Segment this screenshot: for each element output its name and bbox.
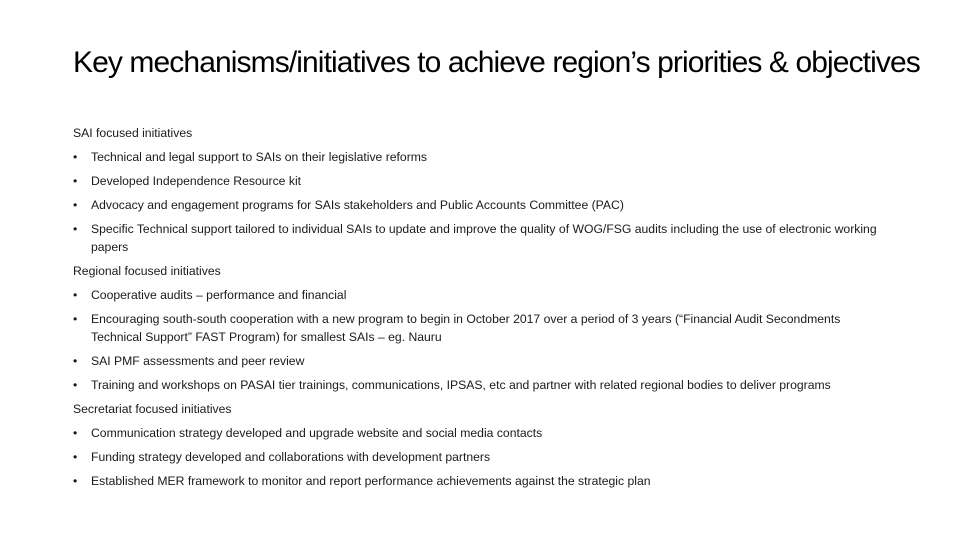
- list-item-text: Advocacy and engagement programs for SAIs stakeholders and Public Accounts Committee (PAC): [91, 198, 624, 212]
- section-heading: SAI focused initiatives: [73, 126, 193, 140]
- bullet-icon: •: [73, 474, 78, 488]
- bullet-icon: •: [73, 312, 78, 326]
- bullet-icon: •: [73, 426, 78, 440]
- list-item: [73, 376, 883, 394]
- section-heading: Regional focused initiatives: [73, 264, 221, 278]
- bullet-icon: •: [73, 174, 78, 188]
- list-item-text: Established MER framework to monitor and report performance achievements against the strategic plan: [91, 474, 651, 488]
- bullet-icon: •: [73, 150, 78, 164]
- list-item: [73, 448, 883, 466]
- list-item: [73, 310, 883, 346]
- list-item: [73, 220, 883, 256]
- bullet-icon: •: [73, 450, 78, 464]
- section-sai: [73, 124, 883, 256]
- bullet-icon: •: [73, 378, 78, 392]
- list-item: [73, 352, 883, 370]
- list-item: [73, 172, 883, 190]
- list-item: [73, 424, 883, 442]
- list-item-text: Developed Independence Resource kit: [91, 174, 302, 188]
- list-item-text: Training and workshops on PASAI tier trainings, communications, IPSAS, etc and partner with related regional bodies to deliver programs: [91, 378, 831, 392]
- list-item: [73, 286, 883, 304]
- list-item-text: Encouraging south-south cooperation with a new program to begin in October 2017 over a period of 3 years (“Financial Audit Secondments Technical Support” FAST Program) for smallest SAIs – eg. Nauru: [91, 312, 841, 344]
- list-item-text: Technical and legal support to SAIs on their legislative reforms: [91, 150, 428, 164]
- bullet-list: [73, 424, 883, 490]
- list-item-text: SAI PMF assessments and peer review: [91, 354, 305, 368]
- section-heading: Secretariat focused initiatives: [73, 402, 232, 416]
- list-item-text: Specific Technical support tailored to individual SAIs to update and improve the quality of WOG/FSG audits including the use of electronic working papers: [91, 222, 877, 254]
- bullet-icon: •: [73, 288, 78, 302]
- list-item-text: Communication strategy developed and upgrade website and social media contacts: [91, 426, 543, 440]
- slide-title: Key mechanisms/initiatives to achieve region’s priorities & objectives: [73, 46, 920, 79]
- section-secretariat: [73, 400, 883, 490]
- bullet-icon: •: [73, 354, 78, 368]
- bullet-icon: •: [73, 222, 78, 236]
- bullet-icon: •: [73, 198, 78, 212]
- slide-content: [73, 124, 883, 496]
- bullet-list: [73, 286, 883, 394]
- list-item-text: Cooperative audits – performance and financial: [91, 288, 347, 302]
- list-item: [73, 472, 883, 490]
- section-regional: [73, 262, 883, 394]
- list-item-text: Funding strategy developed and collaborations with development partners: [91, 450, 491, 464]
- list-item: [73, 196, 883, 214]
- bullet-list: [73, 148, 883, 256]
- list-item: [73, 148, 883, 166]
